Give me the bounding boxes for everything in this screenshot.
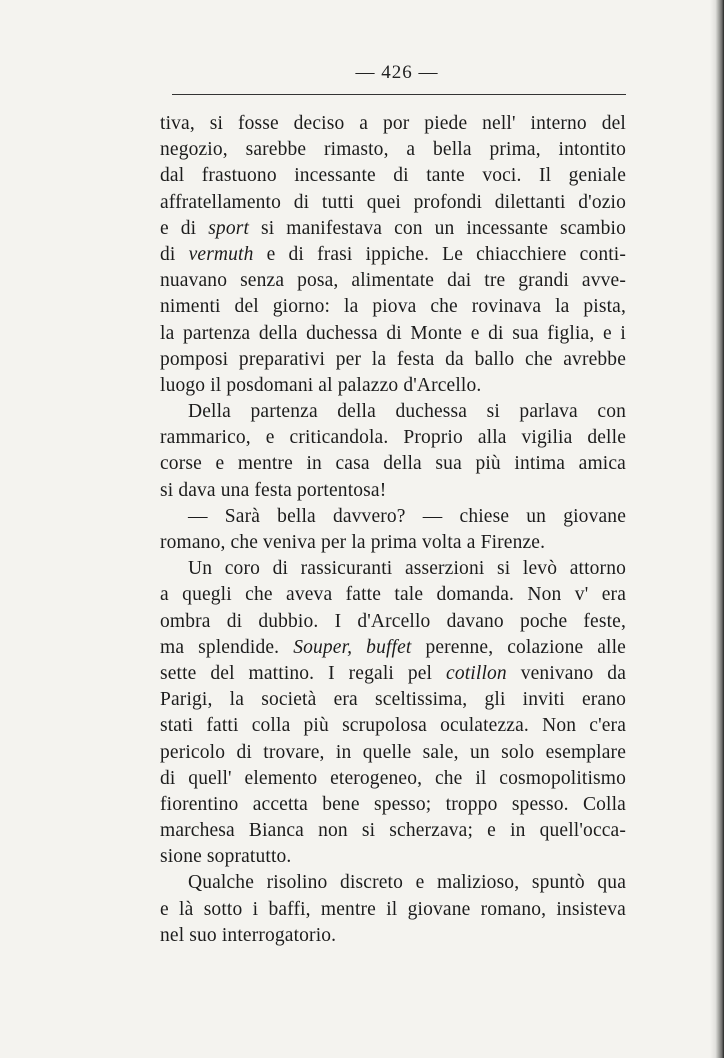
text-segment: ma splendide. [160, 636, 294, 658]
text-line: sione sopratutto. [160, 846, 292, 868]
text-line: rammarico, e criticandola. Proprio alla vigilia delle [160, 427, 626, 449]
text-line: nuavano senza posa, alimentate dai tre grandi avve- [160, 270, 626, 292]
text-line [160, 216, 626, 242]
text-segment: perenne, colazione alle [411, 636, 626, 658]
text-line: marchesa Bianca non si scherzava; e in quell'occa- [160, 820, 626, 842]
text-line: nel suo interrogatorio. [160, 924, 337, 946]
text-segment: si manifestava con un incessante scambio [249, 217, 626, 239]
text-segment: venivano da [506, 662, 626, 684]
text-line [160, 661, 626, 687]
text-line: affratellamento di tutti quei profondi dilettanti d'ozio [160, 191, 626, 213]
paragraph-start: Qualche risolino discreto e malizioso, spuntò qua [188, 872, 626, 894]
text-line: stati fatti colla più scrupolosa oculatezza. Non c'era [160, 715, 626, 737]
italic-word: sport [208, 217, 250, 239]
text-line: e là sotto i baffi, mentre il giovane romano, insisteva [160, 898, 626, 920]
text-segment: e di frasi ippiche. Le chiacchiere conti- [253, 243, 626, 265]
page-edge-shadow [710, 0, 724, 1058]
header-rule [172, 94, 626, 95]
text-line: a quegli che aveva fatte tale domanda. Non v' era [160, 584, 626, 606]
paragraph-start: — Sarà bella davvero? — chiese un giovane [188, 505, 626, 527]
body-text [160, 111, 626, 949]
text-line: nimenti del giorno: la piova che rovinava la pista, [160, 296, 626, 318]
italic-word: vermuth [188, 243, 254, 265]
paragraph-start: Della partenza della duchessa si parlava con [188, 401, 626, 423]
text-line: Parigi, la società era sceltissima, gli inviti erano [160, 689, 626, 711]
text-line: la partenza della duchessa di Monte e di sua figlia, e i [160, 322, 626, 344]
text-line: si dava una festa portentosa! [160, 479, 387, 501]
text-line: pomposi preparativi per la festa da ballo che avrebbe [160, 348, 626, 370]
text-segment: e di [160, 217, 209, 239]
text-line [160, 635, 626, 661]
text-line: fiorentino accetta bene spesso; troppo spesso. Colla [160, 793, 626, 815]
page-number: — 426 — [355, 62, 439, 83]
text-segment: di [160, 243, 189, 265]
text-line: negozio, sarebbe rimasto, a bella prima, intontito [160, 139, 626, 161]
text-line: romano, che veniva per la prima volta a Firenze. [160, 532, 546, 553]
paragraph-start: Un coro di rassicuranti asserzioni si levò attorno [188, 558, 626, 580]
text-line: dal frastuono incessante di tante voci. Il geniale [160, 165, 626, 187]
text-line: corse e mentre in casa della sua più intima amica [160, 453, 626, 475]
italic-word: cotillon [446, 662, 507, 684]
text-line: pericolo di trovare, in quelle sale, un solo esemplare [160, 741, 626, 763]
text-line: luogo il posdomani al palazzo d'Arcello. [160, 374, 482, 396]
text-line: di quell' elemento eterogeneo, che il cosmopolitismo [160, 767, 626, 789]
text-line: ombra di dubbio. I d'Arcello davano poche feste, [160, 610, 626, 632]
italic-word: Souper, buffet [293, 636, 412, 658]
text-line [160, 242, 626, 268]
text-line: tiva, si fosse deciso a por piede nell' interno del [160, 113, 626, 134]
text-segment: sette del mattino. I regali pel [160, 662, 447, 684]
